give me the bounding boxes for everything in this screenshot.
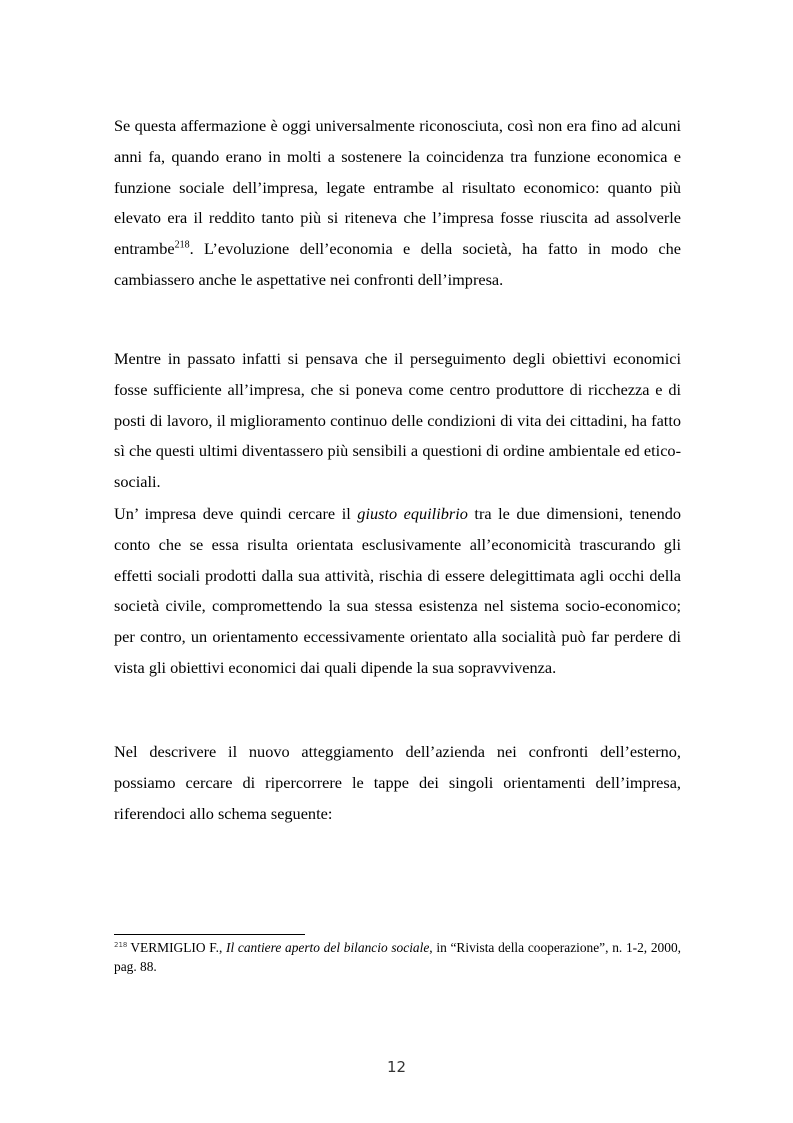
emphasis-giusto-equilibrio: giusto equilibrio: [357, 504, 468, 523]
paragraph-3-text-continued: tra le due dimensioni, tenendo conto che se essa risulta orientata esclusivamente all’economicità trascurando gli effetti sociali prodotti dalla sua attività, rischia di essere delegittimata agli occhi della società civile, compromettendo la sua stessa esistenza nel sistema socio-economico; per contro, un orientamento eccessivamente orientato alla socialità può far perdere di vista gli obiettivi economici dai quali dipende la sua sopravvivenza.: [114, 504, 681, 677]
footnote-author: VERMIGLIO F.,: [130, 940, 223, 955]
paragraph-4: Nel descrivere il nuovo atteggiamento dell’azienda nei confronti dell’esterno, possiamo cercare di ripercorrere le tappe dei singoli orientamenti dell’impresa, riferendoci allo schema seguente:: [114, 742, 681, 823]
paragraph-3-text: Un’ impresa deve quindi cercare il: [114, 504, 358, 523]
footnote-number: 218: [114, 940, 128, 949]
page-number: 12: [386, 1058, 407, 1076]
paragraph-3: [114, 499, 681, 684]
paragraph-1: [114, 111, 681, 296]
footnote: [114, 938, 681, 976]
paragraph-1-text-continued: . L’evoluzione dell’economia e della società, ha fatto in modo che cambiassero anche le aspettative nei confronti dell’impresa.: [114, 239, 681, 289]
footnote-reference[interactable]: 218: [174, 239, 190, 251]
paragraph-2: Mentre in passato infatti si pensava che il perseguimento degli obiettivi economici fosse sufficiente all’impresa, che si poneva come centro produttore di ricchezza e di posti di lavoro, il miglioramento continuo delle condizioni di vita dei cittadini, ha fatto sì che questi ultimi diventassero più sensibili a questioni di ordine ambientale ed etico-sociali.: [114, 349, 681, 492]
footnote-title: Il cantiere aperto del bilancio sociale: [226, 940, 430, 955]
paragraph-1-text: Se questa affermazione è oggi universalmente riconosciuta, così non era fino ad alcuni anni fa, quando erano in molti a sostenere la coincidenza tra funzione economica e funzione sociale dell’impresa, legate entrambe al risultato economico: quanto più elevato era il reddito tanto più si riteneva che l’impresa fosse riuscita ad assolverle entrambe: [114, 116, 681, 259]
footnote-separator: [114, 934, 305, 935]
footnote-rest: , in “Rivista della cooperazione”, n. 1-2, 2000, pag. 88.: [114, 940, 681, 974]
